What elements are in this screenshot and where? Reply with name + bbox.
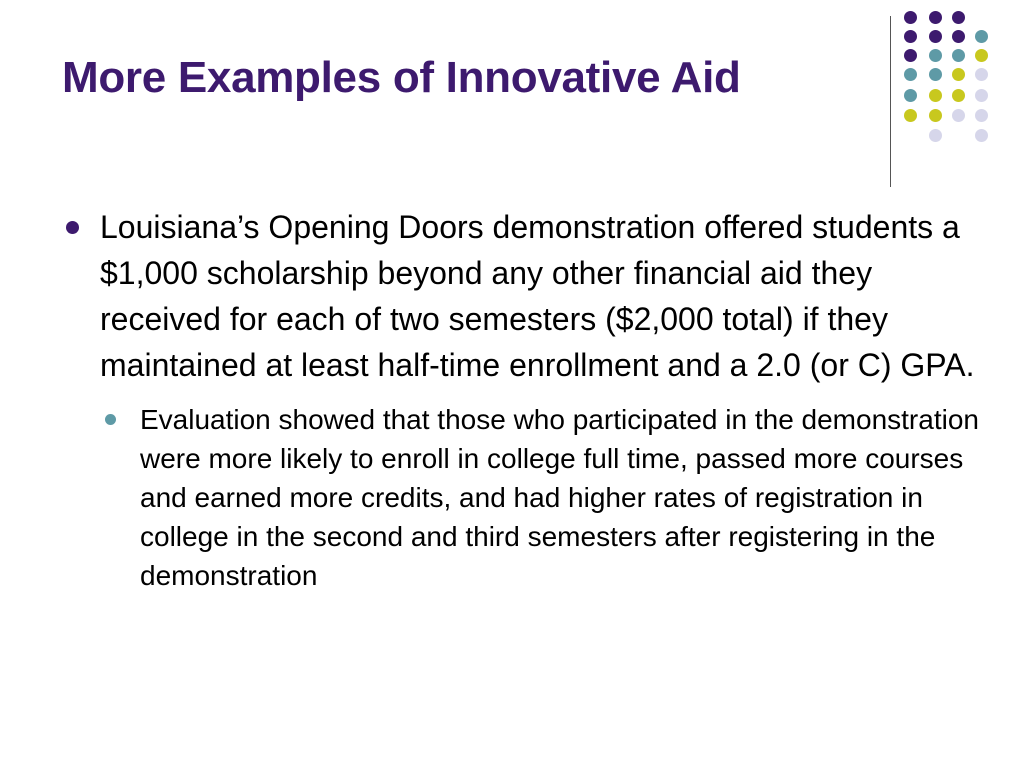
decorative-dot <box>952 11 965 24</box>
decorative-dot <box>904 11 917 24</box>
sub-bullet-text: Evaluation showed that those who participated in the demonstration were more likely to enroll in college full time, passed more courses and earned more credits, and had higher rates of registration in college in the second and third semesters after registering in the demonstration <box>140 404 979 591</box>
bullet-item <box>62 204 982 388</box>
decorative-dot <box>904 109 917 122</box>
decorative-dot <box>929 68 942 81</box>
bullet-text: Louisiana’s Opening Doors demonstration offered students a $1,000 scholarship beyond any other financial aid they received for each of two semesters ($2,000 total) if they maintained at least half-time enrollment and a 2.0 (or C) GPA. <box>100 209 975 383</box>
decorative-dot <box>929 11 942 24</box>
decorative-dot <box>975 129 988 142</box>
decorative-dot <box>975 89 988 102</box>
decorative-dot <box>975 49 988 62</box>
decorative-dot <box>952 109 965 122</box>
decorative-dot <box>929 129 942 142</box>
decorative-dot <box>975 109 988 122</box>
decorative-dot <box>904 68 917 81</box>
bullet-dot-icon <box>66 221 79 234</box>
sub-bullet-item <box>100 400 982 595</box>
decorative-dot <box>929 30 942 43</box>
decorative-dot <box>904 49 917 62</box>
decorative-dot <box>929 89 942 102</box>
title-divider <box>890 16 891 187</box>
decorative-dot <box>929 49 942 62</box>
decorative-dot <box>952 30 965 43</box>
slide-title: More Examples of Innovative Aid <box>62 53 741 102</box>
slide-content <box>62 204 982 595</box>
decorative-dot <box>904 89 917 102</box>
decorative-dot <box>904 30 917 43</box>
sub-bullet-dot-icon <box>105 414 116 425</box>
decorative-dot <box>975 68 988 81</box>
decorative-dot <box>952 89 965 102</box>
decorative-dot <box>952 49 965 62</box>
decorative-dot <box>929 109 942 122</box>
decorative-dot <box>975 30 988 43</box>
decorative-dot <box>952 68 965 81</box>
